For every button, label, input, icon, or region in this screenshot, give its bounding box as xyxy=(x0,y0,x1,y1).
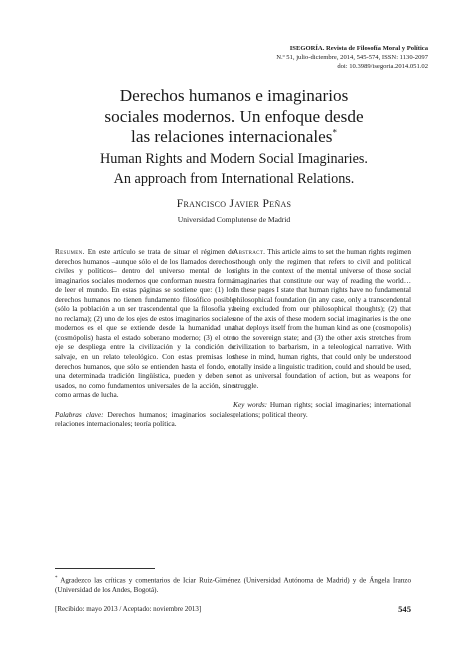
keywords-label: Key words: xyxy=(233,400,268,410)
abstract-spanish-column xyxy=(55,247,235,429)
abstract-text: En este artículo se trata de situar el régimen de derechos humanos –aunque sólo el de los llamados derechos civiles y políticos– dentro del universo mental de los imaginarios sociales modernos que conforman nuestra forma de leer el mundo. En estas páginas se sostiene que: (1) los derechos humanos no tienen fundamento filosófico posible (sólo la población a un ser trascendental que la filosofía ya no reclama); (2) uno de los ejes de estos imaginarios sociales modernos es el que se extiende desde la humanidad una (cosmópolis) hasta el estado soberano moderno; (3) el otro eje se despliega entre la civilización y la condición de salvaje, en un relato teleológico. Con estas premisas los derechos humanos, que sólo se entienden hasta el fondo, en una determinada tradición lingüística, pueden y deben ser usados, no como fundamentos universales de la acción, sino como armas de lucha. xyxy=(55,247,235,400)
page-number: 545 xyxy=(398,604,411,614)
footnote-marker: * xyxy=(332,127,337,138)
doi: doi: 10.3989/isegoria.2014.051.02 xyxy=(337,63,428,71)
keywords-text: Human rights; social imaginaries; international relations; political theory. xyxy=(233,400,411,419)
article-title-english xyxy=(60,149,408,189)
abstract-english-column xyxy=(233,247,411,419)
author-affiliation: Universidad Complutense de Madrid xyxy=(177,215,291,224)
title-line-3: las relaciones internacionales* xyxy=(131,127,337,146)
title-line-1: Derechos humanos e imaginarios xyxy=(119,86,349,105)
received-accepted-dates: [Recibido: mayo 2013 / Aceptado: noviembre 2013] xyxy=(55,605,202,613)
keywords-spanish xyxy=(55,410,235,429)
footnote-marker: * xyxy=(55,576,58,581)
journal-title: ISEGORÍA. Revista de Filosofía Moral y Política xyxy=(289,45,428,52)
author-name: Francisco Javier Peñas xyxy=(176,197,292,210)
abstract-english xyxy=(233,247,411,390)
title-en-line-1: Human Rights and Modern Social Imaginaries. xyxy=(100,151,368,167)
abstract-label: Abstract. xyxy=(233,247,266,256)
article-title-spanish xyxy=(60,86,408,148)
journal-header xyxy=(198,44,428,72)
abstract-label: Resumen. xyxy=(55,247,85,256)
footnote-text: Agradezco las críticas y comentarios de Iciar Ruiz-Giménez (Universidad Autónoma de Madrid) y de Ángela Iranzo (Universidad de los Andes, Bogotá). xyxy=(55,576,411,594)
footnote xyxy=(55,574,411,595)
abstract-spanish xyxy=(55,247,235,400)
issue-info: N.º 51, julio-diciembre, 2014, 545-574, ISSN: 1130-2097 xyxy=(276,54,428,62)
title-en-line-2: An approach from International Relations. xyxy=(113,171,355,187)
title-line-2: sociales modernos. Un enfoque desde xyxy=(104,106,364,126)
keywords-english xyxy=(233,400,411,419)
footnote-divider xyxy=(55,568,155,569)
keywords-text: Derechos humanos; imaginarios sociales; relaciones internacionales; teoría política. xyxy=(55,409,235,429)
abstract-text: This article aims to set the human rights regimen -though only the regimen that refers to civil and political rights in the context of the mental universe of those social imaginaries that constitute our way of reading the world… In these pages I state that human rights have no fundamental philosophical foundation (in any case, only a transcendental being excluded from our philosophical thoughts); (2) that one of the axis of these modern social imaginaries is the one that deploys itself from the human kind as one (cosmopolis) to the sovereign state; and (3) the other axis stretches from civilization to barbarism, in a teleological narrative. With these in mind, human rights, that could only be understood totally inside a linguistic tradition, could and should be used, not as universal foundation of action, but as weapons for struggle. xyxy=(233,247,411,390)
keywords-label: Palabras clave: xyxy=(55,409,104,419)
page-footer xyxy=(55,605,411,614)
